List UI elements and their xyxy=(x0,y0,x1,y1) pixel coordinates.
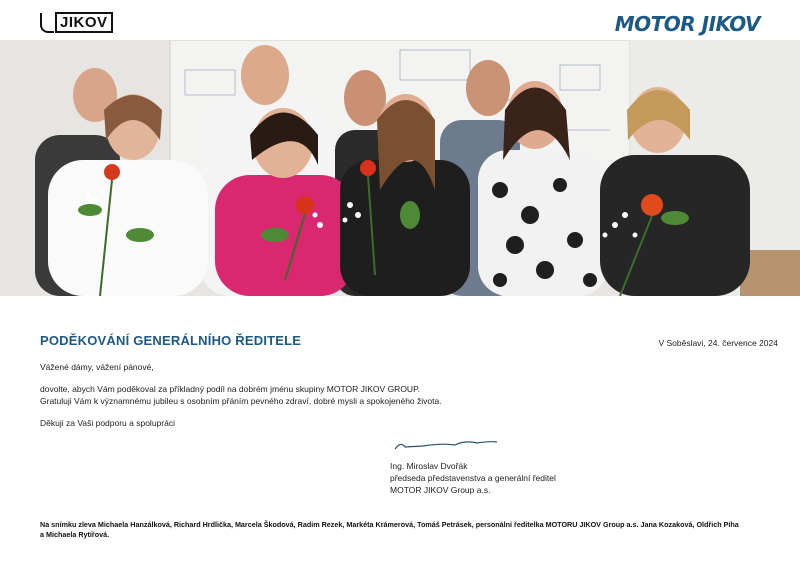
group-photo xyxy=(0,40,800,296)
signature xyxy=(393,437,503,460)
signature-block xyxy=(390,460,556,496)
photo-caption: Na snímku zleva Michaela Hanzálková, Richard Hrdlička, Marcela Škodová, Radim Rezek, Markéta Krámerová, Tomáš Petrásek, personální ředitelka MOTORU JIKOV Group a.s. Jana Kozaková, Oldřich Píha a Michaela Rytířová. xyxy=(40,520,739,539)
letter-title: PODĚKOVÁNÍ GENERÁLNÍHO ŘEDITELE xyxy=(40,333,302,348)
signatory-role: předseda představenstva a generální ředitel xyxy=(390,473,556,483)
body-line-2: Gratuluji Vám k významnému jubileu s osobním přáním pevného zdraví, dobré mysli a spokojeného života. xyxy=(40,396,442,406)
letter-date: V Soběslavi, 24. července 2024 xyxy=(658,338,778,348)
motor-jikov-logo: MOTOR JIKOV xyxy=(614,12,760,36)
signatory-company: MOTOR JIKOV Group a.s. xyxy=(390,485,491,495)
group-photo-icon xyxy=(0,40,800,296)
body-line-1: dovolte, abych Vám poděkoval za příkladný podíl na dobrém jménu skupiny MOTOR JIKOV GROUP. xyxy=(40,384,421,394)
thanks-line: Děkuji za Vaši podporu a spolupráci xyxy=(40,418,175,428)
salutation: Vážené dámy, vážení pánové, xyxy=(40,362,154,372)
signatory-name: Ing. Miroslav Dvořák xyxy=(390,461,468,471)
signature-icon xyxy=(393,437,503,455)
jikov-logo xyxy=(40,12,113,33)
jikov-logo-text: JIKOV xyxy=(55,12,113,33)
jikov-logo-mark-icon xyxy=(40,13,54,33)
